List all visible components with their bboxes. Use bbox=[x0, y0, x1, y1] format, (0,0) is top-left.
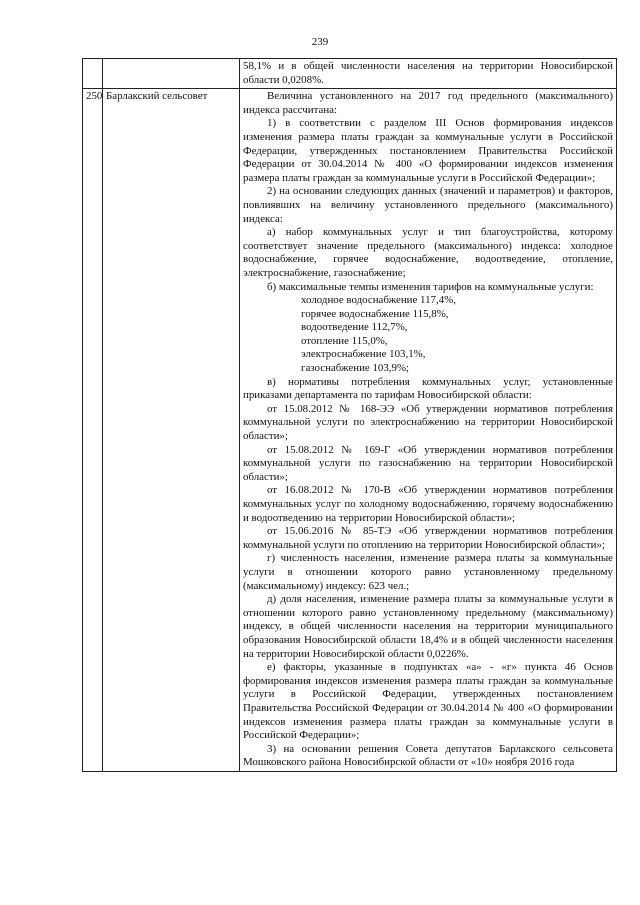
paragraph: 1) в соответствии с разделом III Основ формирования индексов изменения размера платы граждан за коммунальные услуги в Российской Федерации, утвержденных постановлением Правительства Российской Федерации от 30.04.2014 № 400 «О формировании индексов изменения размера платы граждан за коммунальные услуги в Российской Федерации»; bbox=[243, 117, 613, 184]
tariff-value: водоотведение 112,7%, bbox=[301, 321, 408, 334]
tariff-value: горячее водоснабжение 115,8%, bbox=[301, 307, 449, 320]
tariff-value: холодное водоснабжение 117,4%, bbox=[301, 294, 456, 307]
table-row bbox=[83, 89, 617, 772]
paragraph: Величина установленного на 2017 год предельного (максимального) индекса рассчитана: bbox=[243, 90, 613, 116]
tariff-value: отопление 115,0%, bbox=[301, 334, 388, 347]
row-number bbox=[83, 59, 103, 89]
paragraph: е) факторы, указанные в подпунктах «а» - «г» пункта 46 Основ формирования индексов изменения размера платы граждан за коммунальные услуги в Российской Федерации, утвержденных постановлением Правительства Российской Федерации от 30.04.2014 № 400 «О формировании индексов изменения размера платы граждан за коммунальные услуги в Российской Федерации»; bbox=[243, 661, 613, 742]
paragraph: от 15.08.2012 № 168-ЭЭ «Об утверждении нормативов потребления коммунальной услуги по электроснабжению на территории Новосибирской области»; bbox=[243, 402, 613, 443]
paragraph: а) набор коммунальных услуг и тип благоустройства, которому соответствует значение предельного (максимального) индекса: холодное водоснабжение, горячее водоснабжение, водоотведение, отопление, электроснабжение, газоснабжение; bbox=[243, 226, 613, 279]
paragraph: б) максимальные темпы изменения тарифов на коммунальные услуги: bbox=[267, 280, 594, 293]
paragraph: 2) на основании следующих данных (значений и параметров) и факторов, повлиявших на величину установленного предельного (максимального) индекса: bbox=[243, 185, 613, 225]
paragraph: от 15.06.2016 № 85-ТЭ «Об утверждении нормативов потребления коммунальной услуги по отоплению на территории Новосибирской области»; bbox=[243, 525, 613, 551]
paragraph: 3) на основании решения Совета депутатов Барлакского сельсовета Мошковского района Новосибирской области от «10» ноября 2016 года bbox=[243, 742, 613, 769]
paragraph: 58,1% и в общей численности населения на территории Новосибирской области 0,0208%. bbox=[243, 60, 613, 86]
municipality-name: Барлакский сельсовет bbox=[103, 89, 240, 772]
page-number: 239 bbox=[311, 36, 329, 48]
index-description bbox=[240, 59, 617, 89]
table-row bbox=[83, 59, 617, 89]
index-description bbox=[240, 89, 617, 772]
tariff-value: газоснабжение 103,9%; bbox=[301, 362, 410, 375]
paragraph: от 16.08.2012 № 170-В «Об утверждении нормативов потребления коммунальных услуг по холодному водоснабжению, горячему водоснабжению и водоотведению на территории Новосибирской области»; bbox=[243, 484, 613, 524]
paragraph: в) нормативы потребления коммунальных услуг, установленные приказами департамента по тарифам Новосибирской области: bbox=[243, 375, 613, 402]
paragraph: от 15.08.2012 № 169-Г «Об утверждении нормативов потребления коммунальной услуги по газоснабжению на территории Новосибирской области»; bbox=[243, 443, 613, 483]
regions-table bbox=[82, 58, 617, 772]
paragraph: д) доля населения, изменение размера платы за коммунальные услуги в отношении которого равно установленному предельному (максимальному) индексу, в общей численности населения на территории муниципального образования Новосибирской области 18,4% и в общей численности населения на территории Новосибирской области 0,0226%. bbox=[243, 593, 613, 660]
row-number: 250 bbox=[83, 89, 103, 772]
paragraph: г) численность населения, изменение размера платы за коммунальные услуги в отношении которого равно установленному предельному (максимальному) индексу: 623 чел.; bbox=[243, 552, 613, 592]
municipality-name bbox=[103, 59, 240, 89]
tariff-value: электроснабжение 103,1%, bbox=[301, 348, 426, 361]
